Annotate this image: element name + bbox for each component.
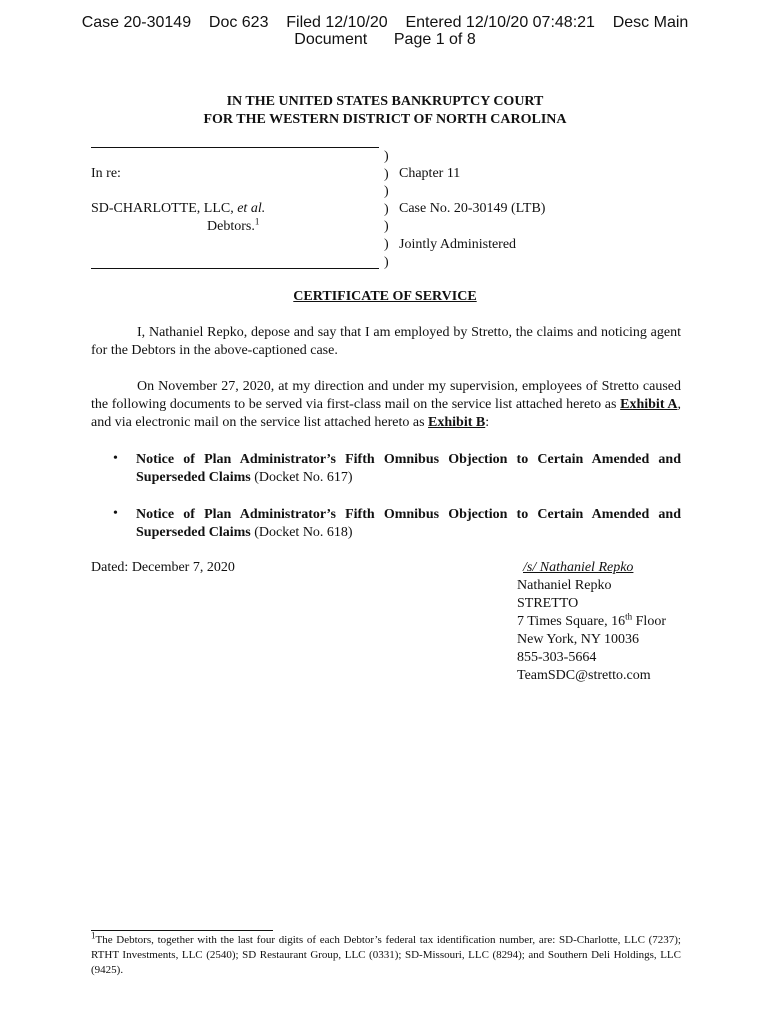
in-re-label: In re: [91, 166, 121, 181]
signer-phone: 855-303-5664 [517, 650, 597, 665]
bullet-item-1 [136, 451, 681, 487]
bullet-item-1-docket: (Docket No. 617) [250, 470, 353, 485]
signer-address-2: New York, NY 10036 [517, 632, 639, 647]
paren: ) [384, 149, 389, 164]
caption-bottom-rule [91, 268, 379, 269]
debtor-name-text: SD-CHARLOTTE, LLC, [91, 201, 234, 216]
address-1-pre: 7 Times Square, 16 [517, 614, 626, 629]
footnote-ref: 1 [254, 216, 260, 227]
debtors-label [207, 218, 259, 236]
exhibit-b-ref: Exhibit B [428, 415, 486, 430]
paren: ) [384, 254, 389, 270]
jointly-administered-label: Jointly Administered [399, 237, 517, 252]
paragraph-2-text-a: On November 27, 2020, at my direction and under my supervision, employees of Stretto caused the following documents to be served via first-class mail on the service list attached hereto as [91, 379, 681, 412]
court-name-line1: IN THE UNITED STATES BANKRUPTCY COURT [226, 94, 544, 109]
paragraph-2-text-c: : [485, 415, 490, 430]
paragraph-2-text-b: , and via electronic mail on the service list attached hereto as [91, 397, 681, 430]
footnote-rule [91, 930, 273, 931]
chapter-label: Chapter 11 [399, 166, 461, 181]
court-name-line2: FOR THE WESTERN DISTRICT OF NORTH CAROLINA [203, 112, 567, 127]
caption-parens [384, 148, 396, 271]
paren: ) [384, 219, 389, 235]
signer-name: Nathaniel Repko [517, 578, 612, 593]
caption-top-rule [91, 147, 379, 148]
address-1-post: Floor [632, 614, 666, 629]
signer-email: TeamSDC@stretto.com [517, 668, 651, 683]
case-number: Case No. 20-30149 (LTB) [399, 201, 546, 216]
bullet-item-2-title: Notice of Plan Administrator’s Fifth Omnibus Objection to Certain Amended and Superseded Claims [136, 507, 681, 540]
paren: ) [384, 184, 389, 200]
signer-company: STRETTO [517, 596, 579, 611]
et-al-text: et al. [237, 201, 266, 216]
footnote-marker: 1 [91, 930, 96, 941]
signature-line: /s/ Nathaniel Repko [523, 560, 634, 575]
filing-header-line1: Case 20-30149 Doc 623 Filed 12/10/20 Entered 12/10/20 07:48:21 Desc Main [81, 14, 689, 31]
paren: ) [384, 236, 389, 252]
signer-address-1 [517, 613, 666, 631]
bullet-item-1-title: Notice of Plan Administrator’s Fifth Omnibus Objection to Certain Amended and Superseded Claims [136, 452, 681, 485]
footnote [91, 930, 681, 978]
paren: ) [384, 201, 389, 217]
bullet-item-2-docket: (Docket No. 618) [250, 525, 353, 540]
document-title: CERTIFICATE OF SERVICE [293, 289, 477, 304]
debtor-name [91, 200, 265, 218]
signature-block [517, 559, 666, 685]
bullet-icon: • [113, 506, 118, 521]
exhibit-a-ref: Exhibit A [620, 397, 678, 412]
footnote-text: The Debtors, together with the last four digits of each Debtor’s federal tax identification number, are: SD-Charlotte, LLC (7237); RTHT Investments, LLC (2540); SD Restaurant Group, LLC (0331); SD-Missouri, LLC (8294); and Southern Deli Holdings, LLC (9425). [91, 934, 681, 976]
dated-line: Dated: December 7, 2020 [91, 560, 235, 575]
paragraph-1 [91, 324, 681, 360]
paragraph-1-text: I, Nathaniel Repko, depose and say that I am employed by Stretto, the claims and noticing agent for the Debtors in the above-captioned case. [91, 325, 681, 358]
filing-header-line2: Document Page 1 of 8 [294, 31, 476, 48]
paren: ) [384, 166, 389, 182]
debtors-label-text: Debtors. [207, 219, 255, 234]
paragraph-2 [91, 378, 681, 432]
bullet-item-2 [136, 506, 681, 542]
address-1-sup: th [625, 611, 633, 622]
bullet-icon: • [113, 451, 118, 466]
